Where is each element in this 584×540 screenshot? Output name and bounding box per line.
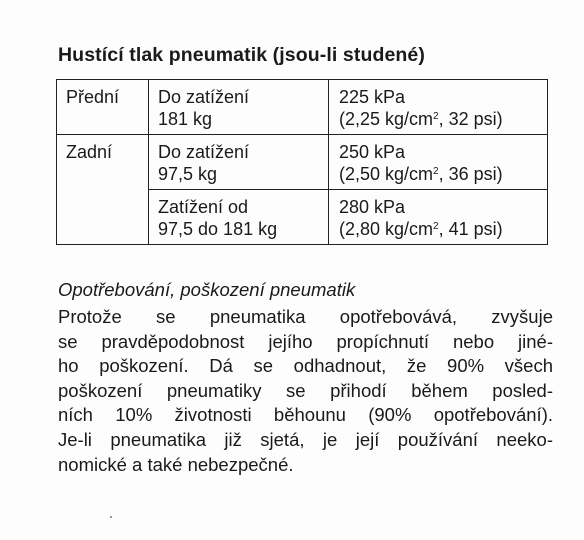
page-heading: Hustící tlak pneumatik (jsou-li studené) [58, 44, 425, 66]
axle-cell [57, 80, 149, 135]
axle-label-front: Přední [66, 87, 120, 107]
load-text: 181 kg [158, 109, 213, 129]
section-subheading: Opotřebování, poškození pneumatik [58, 279, 356, 300]
pressure-detail: (2,80 $kg/cm^2$, 41 psi) [339, 219, 503, 239]
tire-pressure-table [56, 79, 548, 245]
pressure-kpa: 250 kPa [339, 142, 406, 162]
table-row [57, 80, 548, 135]
paragraph-line: ho poškození. Dá se odhadnout, že 90% všech [58, 355, 553, 377]
pressure-cell [329, 135, 548, 190]
load-text: Zatížení od [158, 197, 249, 217]
load-text: Do zatížení [158, 142, 250, 162]
pressure-detail: (2,25 $kg/cm^2$, 32 psi) [339, 109, 503, 129]
pressure-cell [329, 80, 548, 135]
load-cell [149, 190, 329, 245]
axle-label-rear: Zadní [66, 142, 113, 162]
load-text: Do zatížení [158, 87, 250, 107]
pressure-kpa: 225 kPa [339, 87, 406, 107]
pressure-detail: (2,50 $kg/cm^2$, 36 psi) [339, 164, 503, 184]
load-text: 97,5 kg [158, 164, 218, 184]
axle-cell [57, 135, 149, 245]
table-row [57, 135, 548, 190]
paragraph-line: nomické a také nebezpečné. [58, 453, 294, 475]
paragraph-line: poškození pneumatiky se přihodí během posled- [58, 379, 553, 401]
pressure-cell [329, 190, 548, 245]
paragraph-line: Protože se pneumatika opotřebovává, zvyšuje [58, 306, 553, 327]
pressure-kpa: 280 kPa [339, 197, 406, 217]
paragraph-line: ních 10% životnosti běhounu (90% opotřebování). [58, 404, 553, 426]
paragraph-line: se pravděpodobnost jejího propíchnutí nebo jiné- [58, 330, 553, 352]
scan-speck [110, 516, 112, 518]
body-paragraph [58, 305, 553, 477]
load-cell [149, 135, 329, 190]
load-cell [149, 80, 329, 135]
load-text: 97,5 do 181 kg [158, 219, 278, 239]
paragraph-line: Je-li pneumatika již sjetá, je její používání neeko- [58, 428, 553, 450]
